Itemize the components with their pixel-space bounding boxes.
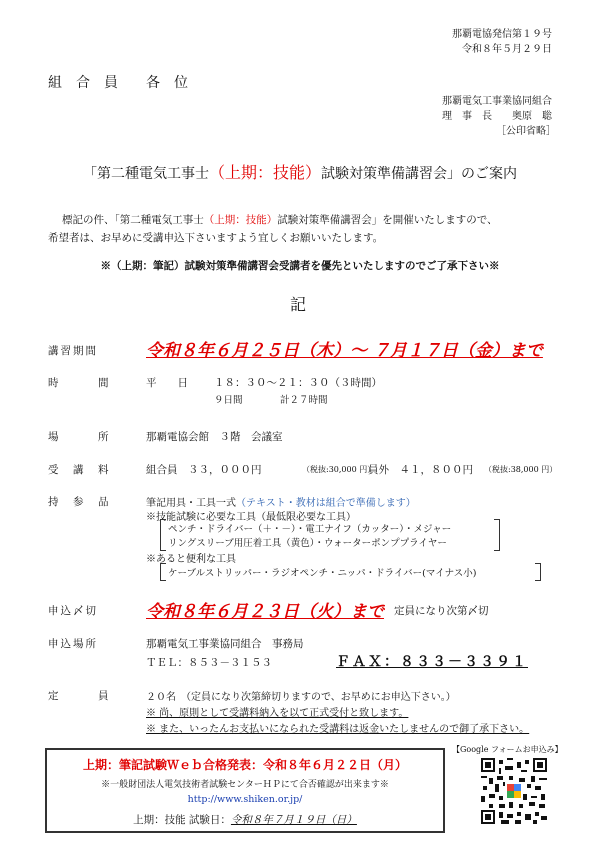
web-result-announcement: 上期：筆記試験Ｗｅｂ合格発表：令和８年６月２２日（月）: [82, 758, 407, 772]
apply-label: 申込場所: [48, 638, 98, 650]
bring-label: 持 参 品: [48, 496, 111, 508]
fee-label: 受 講 料: [48, 464, 111, 476]
ki-heading: 記: [290, 295, 307, 314]
bracket-left-1: [160, 519, 166, 551]
fee-member: 組合員 ３３，０００円: [146, 464, 262, 476]
apply-fax: ＦＡＸ：８３３－３３９１: [336, 654, 528, 670]
time-days: ９日間: [214, 395, 243, 406]
exam-info-box: [45, 748, 445, 833]
bracket-right-2: [535, 563, 541, 581]
shiken-link[interactable]: http://www.shiken.or.jp/: [187, 794, 303, 805]
bring-item-3: ペンチ・ドライバー（＋・－）・電工ナイフ（カッター）・メジャー: [168, 524, 452, 535]
fee-nonmember: 員外 ４１，８００円: [368, 464, 473, 476]
fee-nonmember-tax: （税抜:38,000 円）: [484, 465, 558, 474]
place-value: 那覇電協会館 ３階 会議室: [146, 431, 283, 443]
bring-item-2: ※技能試験に必要な工具（最低限必要な工具）: [146, 512, 356, 523]
time-weekday: 平 日: [146, 377, 188, 389]
bracket-left-2: [160, 563, 166, 581]
capacity-note-2: ※ また、いったんお支払いになられた受講料は返金いたしませんので御了承下さい。: [146, 724, 530, 735]
bring-item-5: ※あると便利な工具: [146, 554, 236, 565]
intro-line-2: 希望者は、お早めに受講申込下さいますよう宜しくお願いいたします。: [48, 232, 384, 244]
skill-exam-date: 上期：技能 試験日：令和８年７月１９日（日）: [133, 814, 357, 826]
apply-organization: 那覇電気工事業協同組合 事務局: [146, 638, 304, 650]
period-label: 講習期間: [48, 345, 98, 357]
deadline-label: 申込〆切: [48, 605, 98, 617]
apply-tel: ＴＥＬ：８５３－３１５３: [146, 657, 272, 669]
capacity-note-1: ※ 尚、原則として受講料納入を以て正式受付と致します。: [146, 708, 409, 719]
page-title: 「第二種電気工事士（上期：技能）試験対策準備講習会」のご案内: [82, 163, 517, 182]
capacity-value: ２０名 （定員になり次第締切りますので、お早めにお申込下さい。）: [146, 692, 456, 703]
google-form-label: 【Google フォームお申込み】: [452, 745, 563, 754]
priority-notice: ※（上期：筆記）試験対策準備講習会受講者を優先といたしますのでご了承下さい※: [100, 260, 500, 272]
intro-line-1: 標記の件、「第二種電気工事士（上期：技能）試験対策準備講習会」を開催いたしますので、: [62, 214, 498, 226]
time-total: 計２７時間: [280, 395, 328, 406]
issue-date: 令和８年５月２９日: [462, 44, 552, 55]
qr-code-icon: [481, 758, 547, 824]
chairman-name: 理 事 長 奥原 聡: [442, 111, 552, 122]
web-result-note: ※一般財団法人電気技術者試験センターＨＰにて合否確認が出来ます※: [101, 780, 389, 790]
fee-member-tax: （税抜:30,000 円）: [302, 465, 376, 474]
time-label: 時 間: [48, 377, 111, 389]
time-hours: １８：３０～２１：３０（３時間）: [214, 377, 382, 389]
deadline-value: 令和８年６月２３日（火）まで: [146, 602, 384, 622]
period-value: 令和８年６月２５日（木）～ ７月１７日（金）まで: [146, 341, 543, 361]
seal-omitted: ［公印省略］: [496, 126, 556, 137]
organization-name: 那覇電気工事業協同組合: [442, 96, 552, 107]
addressee: 組 合 員 各 位: [48, 75, 188, 91]
bring-item-6: ケーブルストリッパー・ラジオペンチ・ニッパ・ドライバー(マイナス小): [168, 568, 477, 579]
google-form-qr-code[interactable]: [481, 758, 547, 824]
document-number: 那覇電協発信第１９号: [452, 29, 552, 40]
place-label: 場 所: [48, 431, 111, 443]
bring-item-4: リングスリーブ用圧着工具（黄色）・ウォーターポンププライヤー: [168, 538, 447, 549]
bracket-right-1: [494, 519, 500, 551]
bring-item-1: 筆記用具・工具一式（テキスト・教材は組合で準備します）: [146, 498, 416, 509]
deadline-note: 定員になり次第〆切: [394, 605, 489, 617]
title-highlight: （上期：技能）: [208, 163, 321, 182]
capacity-label: 定 員: [48, 690, 111, 702]
